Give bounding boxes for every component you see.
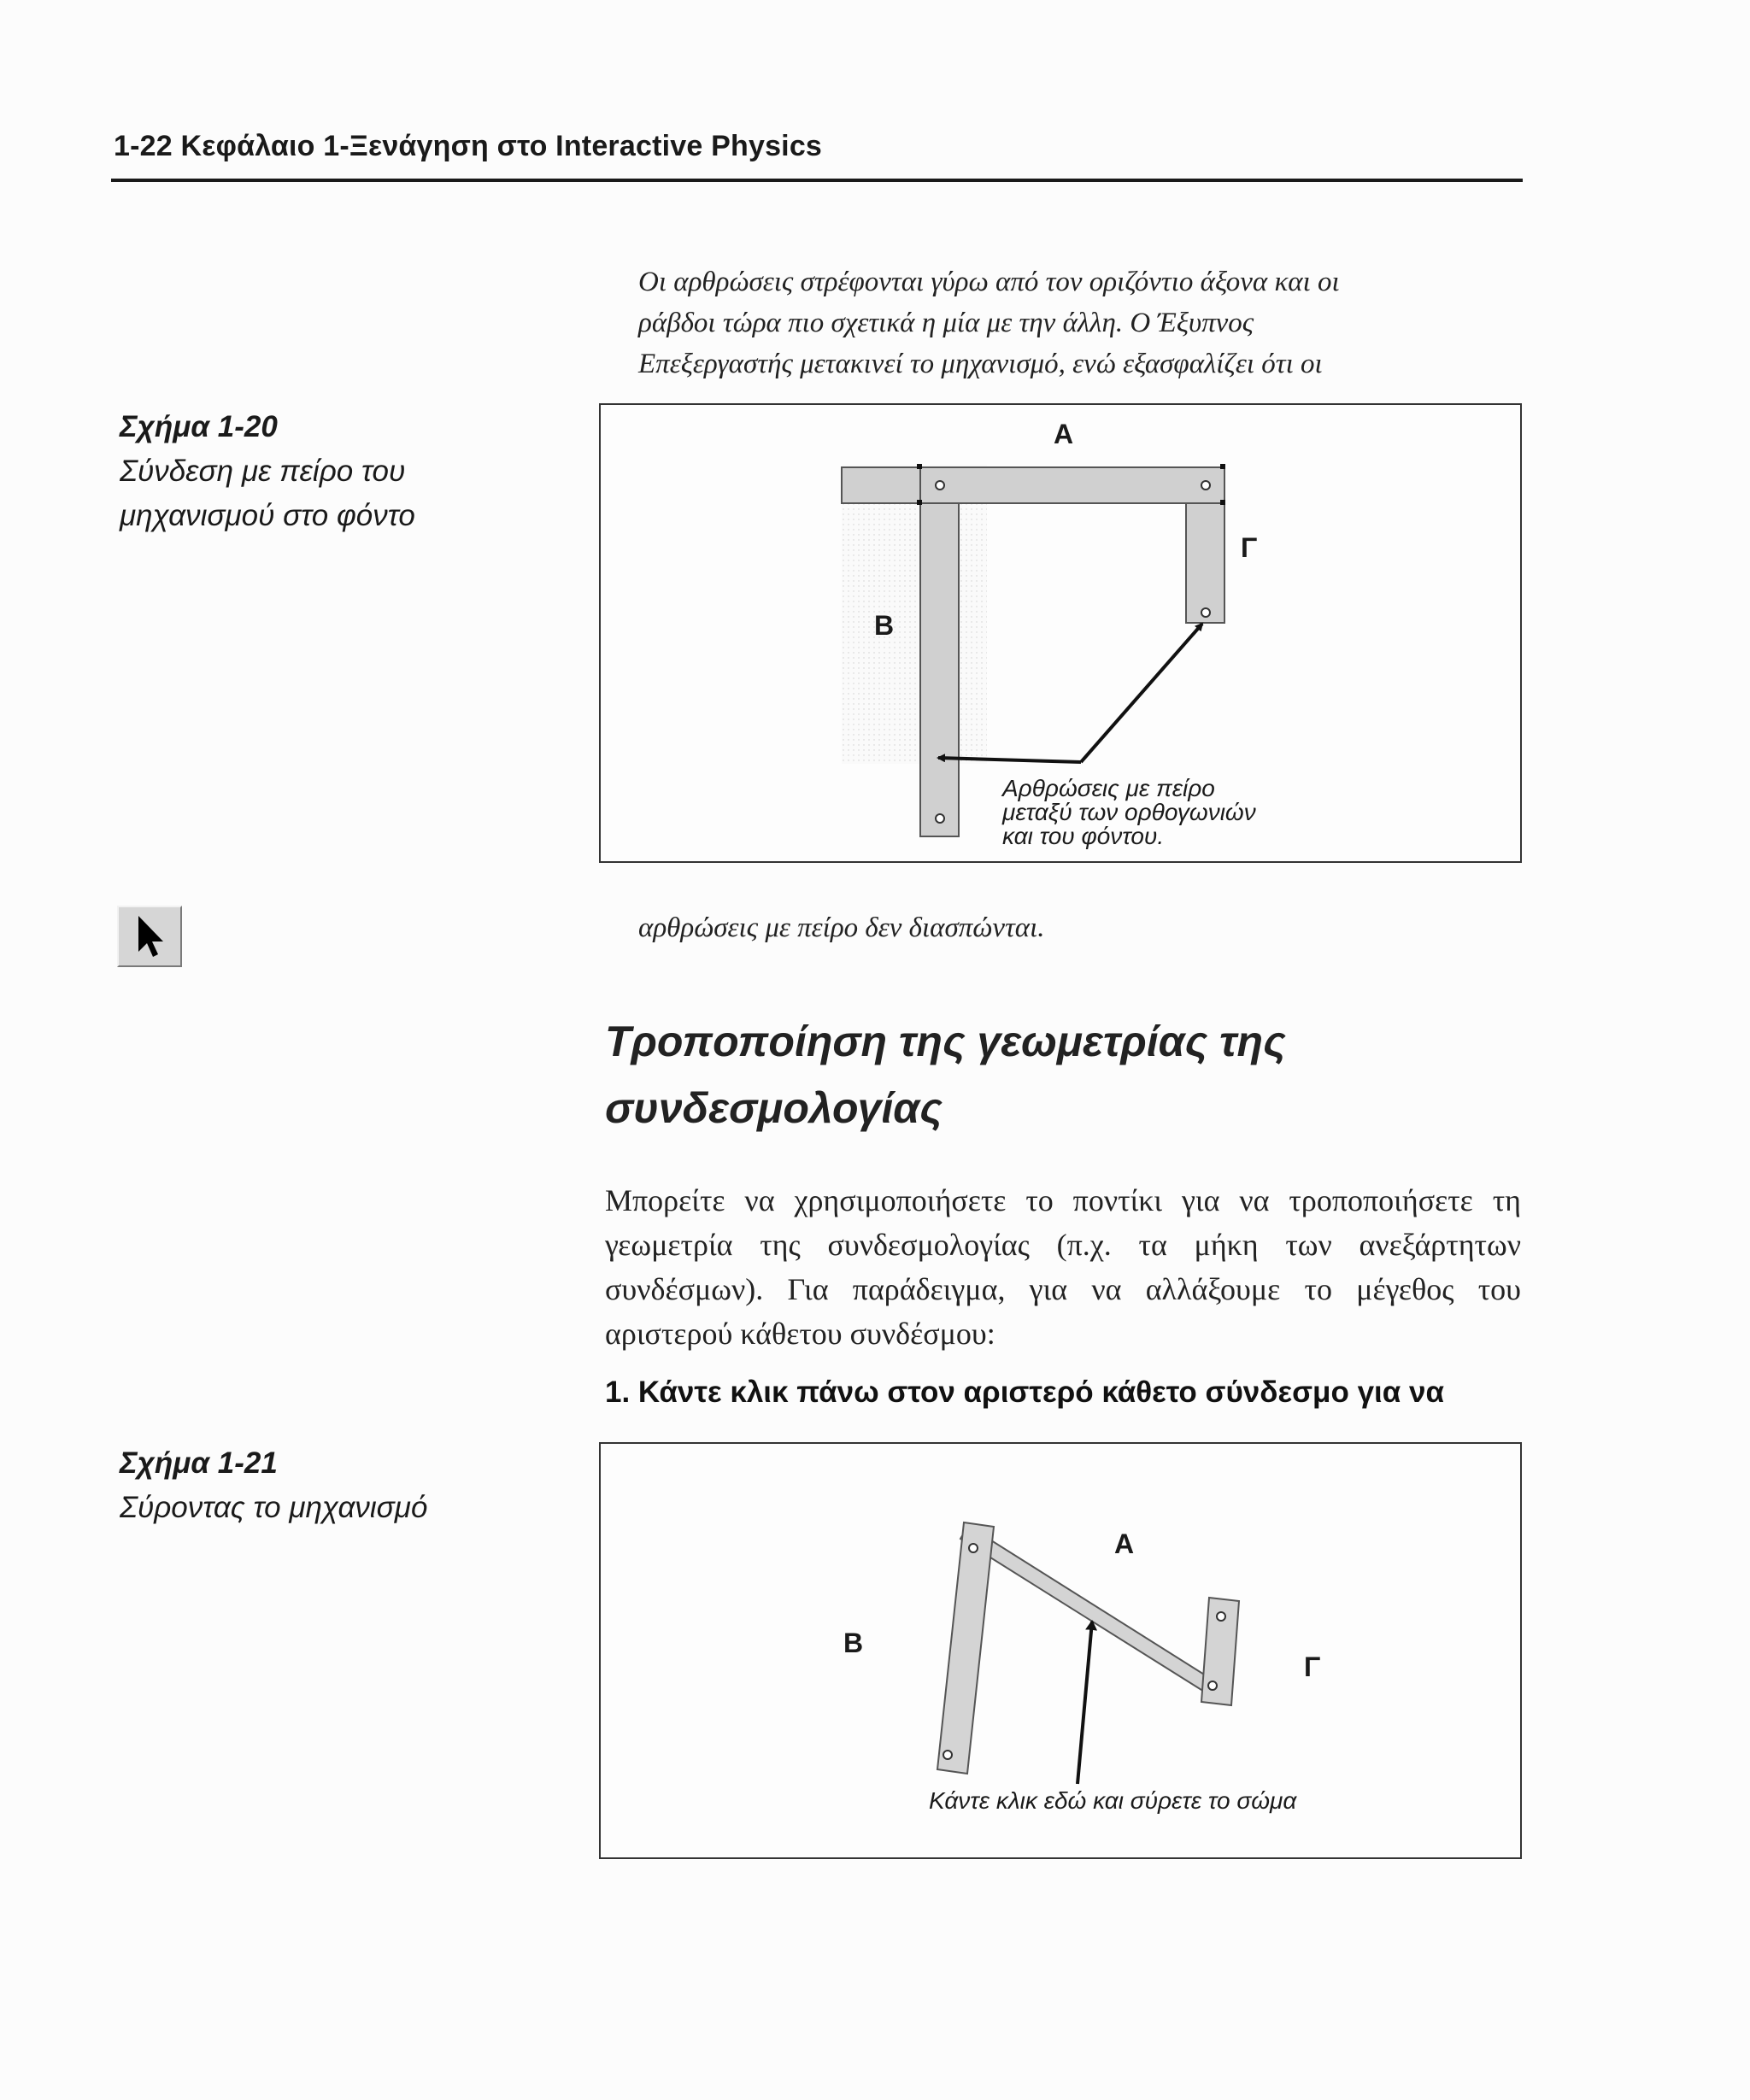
label-a: Α — [1054, 419, 1074, 449]
figure-1-21-note: Κάντε κλικ εδώ και σύρετε το σώμα — [929, 1787, 1297, 1814]
figure-1-20-note-line: Αρθρώσεις με πείρο — [1002, 775, 1215, 801]
intro-line: ράβδοι τώρα πιο σχετικά η μία με την άλλη. Ο Έξυπνος — [638, 308, 1254, 338]
pin-joint — [1201, 608, 1210, 617]
rectangle-a-top — [920, 467, 1224, 503]
label-g: Γ — [1304, 1651, 1321, 1682]
figure-1-20-note-line: και του φόντου. — [1002, 823, 1165, 849]
figure-1-21 — [599, 1442, 1522, 1859]
arrow-pointer-tool-button[interactable] — [117, 906, 182, 967]
figure-1-20-caption-line: Σύνδεση με πείρο του — [120, 455, 406, 488]
pin-joint — [936, 481, 944, 490]
label-b: Β — [843, 1628, 864, 1658]
step-1: 1. Κάντε κλικ πάνω στον αριστερό κάθετο σύνδεσμο για να — [605, 1376, 1444, 1409]
intro-line: Οι αρθρώσεις στρέφονται γύρω από τον οριζόντιο άξονα και οι — [638, 267, 1340, 297]
pin-joint — [1217, 1612, 1225, 1621]
label-a: Α — [1114, 1528, 1135, 1559]
click-arrow — [1078, 1622, 1092, 1784]
continuation-text: αρθρώσεις με πείρο δεν διασπώνται. — [638, 912, 1045, 943]
selection-handle — [917, 464, 922, 469]
pin-joint — [936, 814, 944, 823]
header-rule — [111, 179, 1523, 182]
intro-text — [638, 261, 1527, 384]
pin-joint — [1208, 1681, 1217, 1690]
section-heading-line: Τροποποίηση της γεωμετρίας της — [605, 1018, 1286, 1065]
figure-1-21-caption-line: Σύροντας το μηχανισμό — [120, 1491, 428, 1524]
link-b — [937, 1522, 994, 1774]
background-area — [842, 465, 987, 764]
rectangle-b — [920, 467, 959, 836]
body-paragraph: Μπορείτε να χρησιμοποιήσετε το ποντίκι για να τροποποιήσετε τη γεωμετρία της συνδεσμολογίας (π.χ. τα μήκη των ανεξάρτητων συνδέσμων). Για παράδειγμα, για να αλλάξουμε το μέγεθος του αριστερού κάθετου συνδέσμου: — [605, 1183, 1521, 1351]
label-g: Γ — [1241, 532, 1258, 563]
figure-1-20-title: Σχήμα 1-20 — [120, 410, 278, 443]
pin-joint — [969, 1544, 978, 1552]
intro-line: Επεξεργαστής μετακινεί το μηχανισμό, ενώ εξασφαλίζει ότι οι — [638, 349, 1323, 379]
figure-1-20-caption — [120, 410, 415, 538]
figure-1-20 — [599, 403, 1522, 863]
arrow-pointer-icon — [119, 907, 180, 965]
figure-1-21-caption — [120, 1446, 427, 1530]
pointer-arrow-right — [1081, 624, 1202, 762]
selection-handle — [1220, 500, 1225, 505]
section-heading-line: συνδεσμολογίας — [605, 1084, 943, 1132]
running-header: 1-22 Κεφάλαιο 1-Ξενάγηση στο Interactive Physics — [114, 130, 823, 162]
figure-1-21-title: Σχήμα 1-21 — [120, 1446, 278, 1480]
figure-1-20-diagram — [601, 405, 1524, 865]
figure-1-20-note-line: μεταξύ των ορθογωνιών — [1002, 799, 1256, 825]
selection-handle — [917, 500, 922, 505]
figure-1-20-caption-line: μηχανισμού στο φόντο — [120, 499, 415, 532]
section-heading — [605, 1008, 1286, 1141]
figure-1-21-diagram — [601, 1444, 1524, 1861]
pin-joint — [1201, 481, 1210, 490]
selection-handle — [1220, 464, 1225, 469]
label-b: Β — [874, 610, 895, 641]
pin-joint — [943, 1751, 952, 1759]
